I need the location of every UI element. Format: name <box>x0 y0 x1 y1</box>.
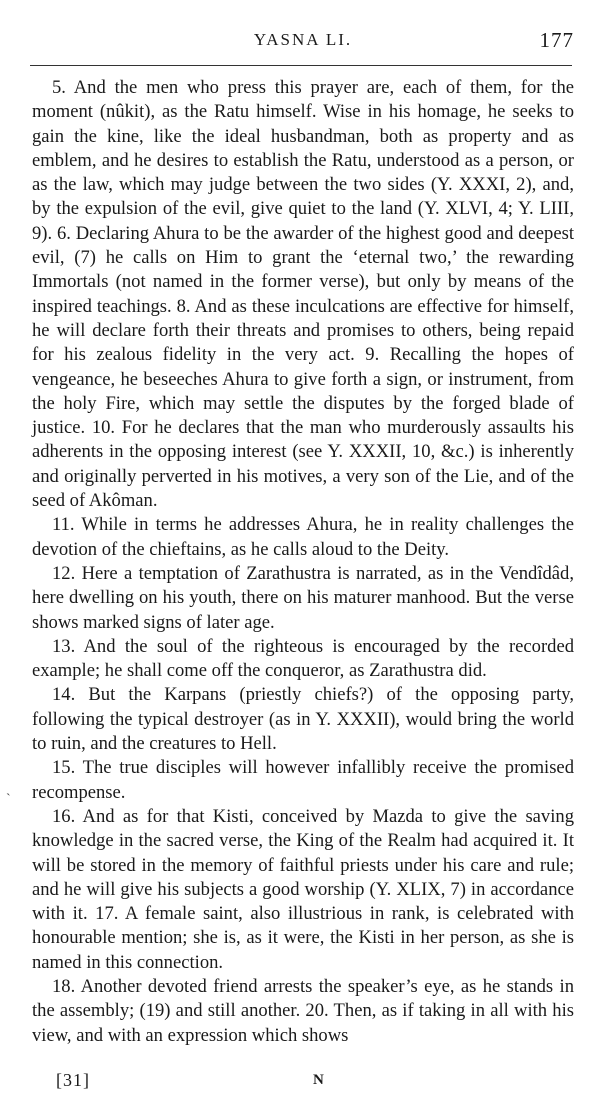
header-rule <box>30 65 572 66</box>
body-text <box>32 76 574 1048</box>
paragraph: 11. While in terms he addresses Ahura, he in reality challenges the devotion of the chieftains, as he calls aloud to the Deity. <box>32 514 574 560</box>
running-title: YASNA LI. <box>253 30 353 49</box>
paragraph: 18. Another devoted friend arrests the speaker’s eye, as he stands in the assembly; (19) and still another. 20. Then, as if taking in all with his view, and with an expression which shows <box>32 975 574 1046</box>
paragraph: 13. And the soul of the righteous is encouraged by the recorded example; he shall come off the conqueror, as Zarathustra did. <box>32 635 574 682</box>
page-number: 177 <box>539 28 574 52</box>
paragraph: 14. But the Karpans (priestly chiefs?) of the opposing party, following the typical destroyer (as in Y. XXXII), would bring the world to ruin, and the creatures to Hell. <box>32 684 574 755</box>
page-header <box>32 30 574 62</box>
paragraph: 15. The true disciples will however infallibly receive the promised recompense. <box>32 757 574 803</box>
paragraph: 5. And the men who press this prayer are, each of them, for the moment (nûkit), as the Ratu himself. Wise in his homage, he seeks to gain the kine, like the ideal husbandman, both as property and as emblem, and he desires to establish the Ratu, understood as a person, or as the law, which may judge between the two sides (Y. XXXI, 2), and, by the expulsion of the evil, give quiet to the land (Y. XLVI, 4; Y. LIII, 9). 6. Declaring Ahura to be the awarder of the highest good and deepest evil, (7) he calls on Him to grant the ‘eternal two,’ the rewarding Immortals (not named in the former verse), but only by means of the inspired teachings. 8. And as these inculcations are effective for himself, he will declare forth their threats and promises to others, being repaid for his zealous fidelity in the very act. 9. Recalling the hopes of vengeance, he beseeches Ahura to give forth a sign, or instrument, from the holy Fire, which may settle the disputes by the forged blade of justice. 10. For he declares that the man who murderously assaults his adherents in the opposing interest (see Y. XXXII, 10, &c.) is inherently and originally perverted in his motives, a very son of the Lie, and of the seed of Akôman. <box>32 77 574 512</box>
volume-mark: [31] <box>56 1070 90 1090</box>
paragraph: 16. And as for that Kisti, conceived by Mazda to give the saving knowledge in the sacred verse, the King of the Realm had acquired it. It will be stored in the memory of faithful priests under his care and rule; and he will give his subjects a good worship (Y. XLIX, 7) in accordance with it. 17. A female saint, also illustrious in rank, is celebrated with honourable mention; she is, as it were, the Kisti in her person, as she is named in this connection. <box>32 805 574 973</box>
paragraph: 12. Here a temptation of Zarathustra is narrated, as in the Vendîdâd, here dwelling on his youth, there on his maturer manhood. But the verse shows marked signs of later age. <box>32 562 574 633</box>
margin-mark: ` <box>6 792 11 807</box>
signature-mark: N <box>313 1072 324 1088</box>
